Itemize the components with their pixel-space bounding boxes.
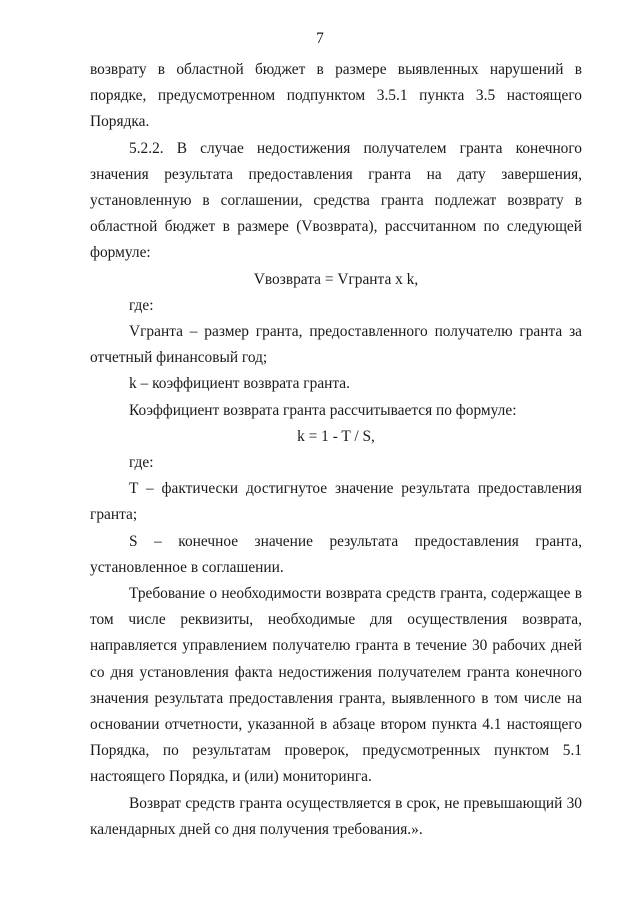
definition-s: S – конечное значение результата предоставления гранта, установленное в соглашении. — [90, 532, 582, 576]
definition-k: k – коэффициент возврата гранта. — [129, 375, 350, 393]
coefficient-intro: Коэффициент возврата гранта рассчитывается по формуле: — [129, 401, 517, 419]
definition-t: T – фактически достигнутое значение результата предоставления гранта; — [90, 480, 582, 524]
page-number: 7 — [316, 30, 324, 47]
where-label-2: где: — [129, 454, 154, 472]
paragraph-refund-deadline: Возврат средств гранта осуществляется в срок, не превышающий 30 календарных дней со дня получения требования.». — [90, 794, 582, 838]
formula-refund-amount: Vвозврата = Vгранта x k, — [253, 270, 419, 288]
formula-coefficient: k = 1 - T / S, — [297, 427, 375, 445]
paragraph-5-2-2: 5.2.2. В случае недостижения получателем гранта конечного значения результата предоставления гранта на дату завершения, установленную в соглашении, средства гранта подлежат возврату в областной бюджет в размере (Vвозврата), рассчитанном по следующей формуле: — [90, 139, 582, 262]
paragraph-refund-requirement: Требование о необходимости возврата средств гранта, содержащее в том числе реквизиты, необходимые для осуществления возврата, направляется управлением получателю гранта в течение 30 рабочих дней со дня установления факта недостижения получателем гранта конечного значения результата предоставления гранта, выявленного в том числе на основании отчетности, указанной в абзаце втором пункта 4.1 настоящего Порядка, по результатам проверок, предусмотренных пунктом 5.1 настоящего Порядка, и (или) мониторинга. — [90, 585, 582, 786]
definition-vgranta: Vгранта – размер гранта, предоставленного получателю гранта за отчетный финансовый год; — [90, 323, 582, 367]
document-body — [90, 57, 582, 843]
paragraph-continuation: возврату в областной бюджет в размере выявленных нарушений в порядке, предусмотренном подпунктом 3.5.1 пункта 3.5 настоящего Порядка. — [90, 61, 582, 131]
where-label: где: — [129, 296, 154, 314]
